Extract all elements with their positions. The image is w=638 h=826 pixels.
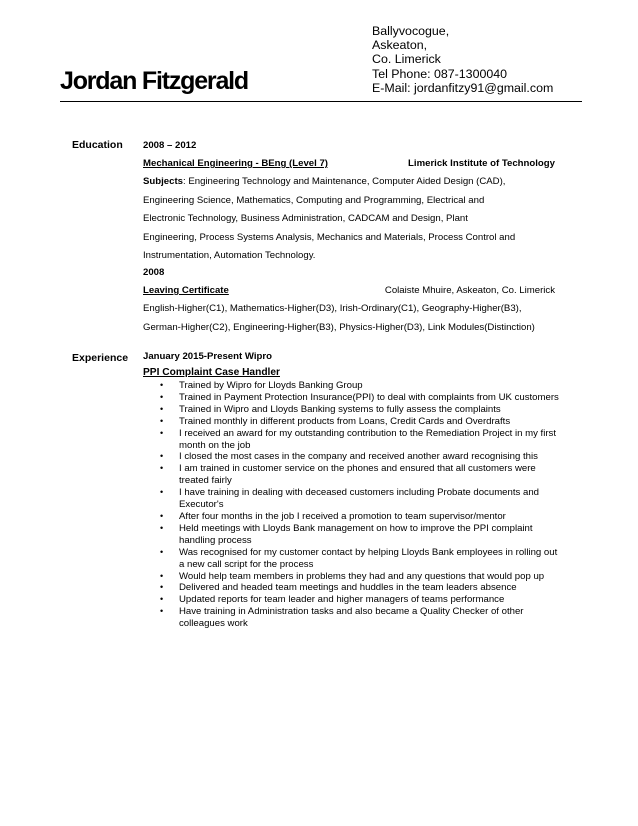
subjects-text: : Engineering Technology and Maintenance, Computer Aided Design (CAD), bbox=[183, 176, 506, 187]
leaving-subjects-line: German-Higher(C2), Engineering-Higher(B3), Physics-Higher(D3), Link Modules(Distinction) bbox=[143, 321, 535, 333]
job-role: PPI Complaint Case Handler bbox=[143, 367, 280, 378]
leaving-subjects-line: English-Higher(C1), Mathematics-Higher(D3), Irish-Ordinary(C1), Geography-Higher(B3), bbox=[143, 303, 522, 314]
degree-subjects-line: Engineering Science, Mathematics, Computing and Programming, Electrical and bbox=[143, 194, 485, 206]
list-item: • I am trained in customer service on the phones and ensured that all customers were treated fairly bbox=[160, 463, 560, 487]
list-item: • Trained by Wipro for Lloyds Banking Group bbox=[160, 380, 560, 392]
list-item: • Delivered and headed team meetings and huddles in the team leaders absence bbox=[160, 582, 560, 594]
leaving-school: Colaiste Mhuire, Askeaton, Co. Limerick bbox=[384, 285, 555, 296]
list-item: • I closed the most cases in the company and received another award recognising this bbox=[160, 451, 560, 463]
degree-subjects-line: Electronic Technology, Business Administration, CADCAM and Design, Plant bbox=[143, 213, 468, 224]
job-role-row bbox=[143, 366, 583, 380]
address-line: Co. Limerick bbox=[372, 52, 441, 67]
degree-subjects-line: Engineering, Process Systems Analysis, Mechanics and Materials, Process Control and bbox=[143, 231, 516, 243]
list-item: • Held meetings with Lloyds Bank management on how to improve the PPI complaint handling process bbox=[160, 523, 560, 547]
address-line: Ballyvocogue, bbox=[372, 24, 450, 38]
leaving-cert-entry bbox=[143, 264, 583, 337]
list-item: • Was recognised for my customer contact by helping Lloyds Bank employees in rolling out a new call script for the process bbox=[160, 547, 560, 571]
job-duties-list bbox=[160, 380, 560, 630]
degree-dates: 2008 – 2012 bbox=[143, 140, 197, 151]
degree-institution: Limerick Institute of Technology bbox=[408, 158, 555, 169]
experience-heading: Experience bbox=[72, 352, 129, 364]
list-item: • Trained monthly in different products from Loans, Credit Cards and Overdrafts bbox=[160, 416, 560, 428]
list-item: • I have training in dealing with deceased customers including Probate documents and Executor's bbox=[160, 487, 560, 511]
degree-title: Mechanical Engineering - BEng (Level 7) bbox=[143, 158, 328, 169]
list-item: • I received an award for my outstanding contribution to the Remediation Project in my first month on the job bbox=[160, 428, 560, 452]
degree-entry bbox=[143, 137, 583, 266]
contact-details bbox=[372, 24, 553, 95]
degree-subjects-line bbox=[143, 173, 583, 192]
list-item: • Updated reports for team leader and higher managers of teams performance bbox=[160, 594, 560, 606]
address-line: Askeaton, bbox=[372, 38, 428, 53]
list-item: • Trained in Wipro and Lloyds Banking systems to fully assess the complaints bbox=[160, 404, 560, 416]
degree-title-row bbox=[143, 155, 583, 173]
list-item: • After four months in the job I received a promotion to team supervisor/mentor bbox=[160, 511, 560, 523]
leaving-year: 2008 bbox=[143, 267, 165, 278]
email: E-Mail: jordanfitzy91@gmail.com bbox=[372, 80, 554, 95]
list-item: • Trained in Payment Protection Insurance(PPI) to deal with complaints from UK customers bbox=[160, 392, 560, 404]
candidate-name: Jordan Fitzgerald bbox=[60, 67, 248, 95]
phone: Tel Phone: 087-1300040 bbox=[372, 66, 508, 81]
degree-subjects-line: Instrumentation, Automation Technology. bbox=[143, 250, 316, 261]
education-heading: Education bbox=[72, 139, 123, 151]
list-item: • Have training in Administration tasks and also became a Quality Checker of other colleagues work bbox=[160, 606, 560, 630]
leaving-title: Leaving Certificate bbox=[143, 285, 229, 296]
subjects-label: Subjects bbox=[143, 176, 183, 187]
list-item: • Would help team members in problems they had and any questions that would pop up bbox=[160, 571, 560, 583]
job-entry bbox=[143, 348, 583, 380]
leaving-title-row bbox=[143, 282, 583, 300]
header-divider bbox=[60, 101, 582, 102]
job-period: January 2015-Present Wipro bbox=[143, 351, 272, 362]
